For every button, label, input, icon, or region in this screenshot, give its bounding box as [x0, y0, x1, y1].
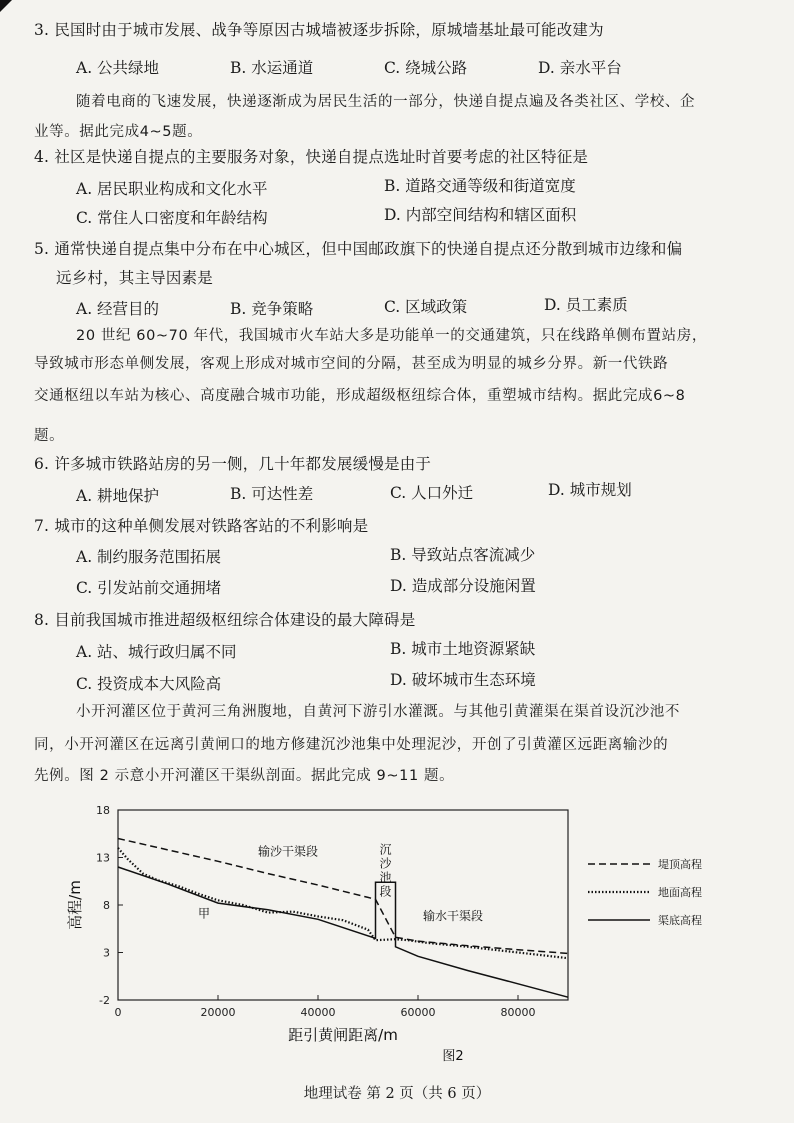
label-sediment-pool-char: 沉 — [379, 842, 392, 857]
q5-option-b[interactable]: B. 竞争策略 — [230, 300, 314, 318]
label-sediment-pool-char: 段 — [379, 884, 392, 899]
q8-stem: 8. 目前我国城市推进超级枢纽综合体建设的最大障碍是 — [34, 611, 416, 629]
x-tick-label: 20000 — [200, 1006, 236, 1019]
chart-figure-2 — [60, 796, 760, 1076]
passage-4-5-line2: 业等。据此完成4~5题。 — [34, 124, 203, 140]
q5-option-a[interactable]: A. 经营目的 — [76, 300, 160, 318]
q3-stem: 3. 民国时由于城市发展、战争等原因古城墙被逐步拆除，原城墙基址最可能改建为 — [34, 21, 604, 39]
label-sediment-pool-char: 沙 — [379, 856, 392, 871]
legend-label: 渠底高程 — [658, 914, 702, 927]
corner-mark — [0, 0, 12, 12]
label-transport-segment: 输沙干渠段 — [258, 844, 319, 859]
legend-label: 堤顶高程 — [658, 858, 702, 871]
chart-labels — [66, 843, 483, 1064]
q4-option-b[interactable]: B. 道路交通等级和街道宽度 — [384, 177, 576, 195]
x-axis-label: 距引黄闸距离/m — [288, 1026, 398, 1044]
plot-frame — [118, 810, 568, 1000]
label-point-jia: 甲 — [198, 906, 211, 921]
q7-option-c[interactable]: C. 引发站前交通拥堵 — [76, 579, 222, 597]
label-sediment-pool-char: 池 — [379, 870, 392, 885]
y-axis-label: 高程/m — [66, 880, 84, 930]
series-solid — [118, 867, 568, 997]
passage-9-11-line1: 小开河灌区位于黄河三角洲腹地，自黄河下游引水灌溉。与其他引黄灌渠在渠首设沉沙池不 — [76, 704, 680, 720]
q6-stem: 6. 许多城市铁路站房的另一侧，几十年都发展缓慢是由于 — [34, 455, 432, 473]
x-tick-label: 40000 — [300, 1006, 336, 1019]
q5-option-d[interactable]: D. 员工素质 — [544, 296, 628, 314]
passage-6-8-line4: 题。 — [34, 428, 65, 444]
q4-option-c[interactable]: C. 常住人口密度和年龄结构 — [76, 209, 268, 227]
q7-option-a[interactable]: A. 制约服务范围拓展 — [76, 548, 222, 566]
y-tick-label: 18 — [96, 804, 110, 817]
y-tick-label: 3 — [103, 946, 110, 960]
series-dotted — [118, 848, 568, 958]
chart-series-layer — [118, 839, 568, 998]
passage-4-5-line1: 随着电商的飞速发展，快递逐渐成为居民生活的一部分，快递自提点遍及各类社区、学校、企 — [76, 94, 696, 110]
q4-option-a[interactable]: A. 居民职业构成和文化水平 — [76, 180, 268, 198]
y-tick-label: 8 — [103, 899, 110, 912]
q7-option-d[interactable]: D. 造成部分设施闲置 — [390, 577, 536, 595]
q3-option-c[interactable]: C. 绕城公路 — [384, 59, 468, 77]
q5-stem-line2: 远乡村，其主导因素是 — [56, 269, 214, 287]
label-water-segment: 输水干渠段 — [423, 909, 484, 924]
q4-stem: 4. 社区是快递自提点的主要服务对象，快递自提点选址时首要考虑的社区特征是 — [34, 148, 589, 166]
y-tick-label: -2 — [99, 994, 110, 1007]
x-tick-label: 80000 — [500, 1006, 536, 1019]
y-tick-label: 13 — [96, 851, 110, 865]
q3-option-b[interactable]: B. 水运通道 — [230, 59, 314, 77]
legend-label: 地面高程 — [658, 886, 702, 899]
q6-option-a[interactable]: A. 耕地保护 — [76, 487, 160, 505]
page-footer: 地理试卷 第 2 页（共 6 页） — [303, 1086, 491, 1102]
q6-option-b[interactable]: B. 可达性差 — [230, 485, 314, 503]
chart-axes — [96, 804, 568, 1019]
q6-option-d[interactable]: D. 城市规划 — [548, 481, 632, 499]
q6-option-c[interactable]: C. 人口外迁 — [390, 484, 474, 502]
q5-stem-line1: 5. 通常快递自提点集中分布在中心城区，但中国邮政旗下的快递自提点还分散到城市边缘和偏 — [34, 240, 683, 258]
x-tick-label: 0 — [114, 1006, 122, 1019]
q4-option-d[interactable]: D. 内部空间结构和辖区面积 — [384, 206, 577, 224]
passage-6-8-line2: 导致城市形态单侧发展，客观上形成对城市空间的分隔，甚至成为明显的城乡分界。新一代铁路 — [34, 356, 669, 372]
series-dashed — [118, 839, 568, 954]
passage-9-11-line3: 先例。图 2 示意小开河灌区干渠纵剖面。据此完成 9~11 题。 — [34, 768, 455, 784]
passage-6-8-line1: 20 世纪 60~70 年代，我国城市火车站大多是功能单一的交通建筑，只在线路单侧布置站房， — [76, 328, 707, 344]
q8-option-d[interactable]: D. 破坏城市生态环境 — [390, 671, 536, 689]
q8-option-c[interactable]: C. 投资成本大风险高 — [76, 675, 222, 693]
passage-6-8-line3: 交通枢纽以车站为核心、高度融合城市功能，形成超级枢纽综合体，重塑城市结构。据此完成6~8 — [34, 388, 686, 404]
x-tick-label: 60000 — [400, 1006, 436, 1019]
q7-option-b[interactable]: B. 导致站点客流减少 — [390, 546, 536, 564]
q8-option-b[interactable]: B. 城市土地资源紧缺 — [390, 640, 536, 658]
chart-legend — [588, 857, 702, 927]
q3-option-d[interactable]: D. 亲水平台 — [538, 59, 622, 77]
q7-stem: 7. 城市的这种单侧发展对铁路客站的不利影响是 — [34, 517, 369, 535]
passage-9-11-line2: 同，小开河灌区在远离引黄闸口的地方修建沉沙池集中处理泥沙，开创了引黄灌区远距离输沙的 — [34, 737, 669, 753]
q5-option-c[interactable]: C. 区域政策 — [384, 298, 468, 316]
q3-option-a[interactable]: A. 公共绿地 — [76, 59, 160, 77]
q8-option-a[interactable]: A. 站、城行政归属不同 — [76, 643, 237, 661]
chart-title: 图2 — [442, 1049, 464, 1064]
